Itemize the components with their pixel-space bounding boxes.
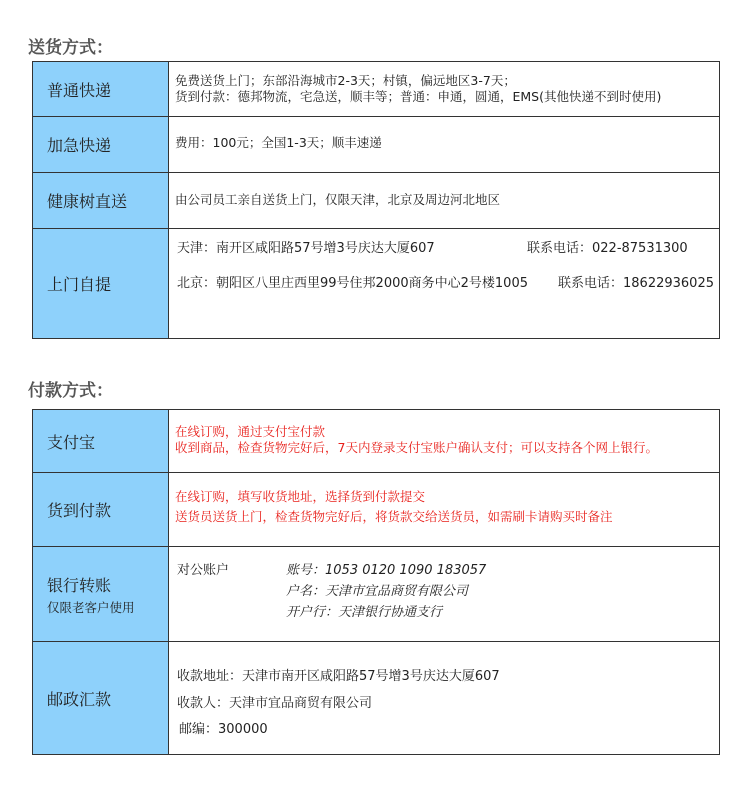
delivery-section-title: 送货方式：: [28, 38, 113, 58]
delivery-table: [32, 61, 720, 339]
payment-section-title: 付款方式：: [28, 381, 113, 401]
alipay-line-1: 在线订购，通过支付宝付款: [175, 424, 326, 439]
payment-table: [32, 409, 720, 755]
cod-line-1: 在线订购，填写收货地址，选择货到付款提交: [175, 489, 426, 504]
delivery-label-pickup: 上门自提: [33, 229, 169, 339]
table-row: [33, 410, 720, 473]
payment-label-postal: 邮政汇款: [33, 642, 169, 755]
delivery-direct-line-1: 由公司员工亲自送货上门，仅限天津，北京及周边河北地区: [175, 192, 501, 207]
alipay-line-2: 收到商品，检查货物完好后，7天内登录支付宝账户确认支付；可以支持各个网上银行。: [175, 440, 658, 455]
payment-content-bank: [169, 547, 720, 642]
payment-content-cod: [169, 473, 720, 547]
table-row: [33, 117, 720, 173]
payment-label-cod: 货到付款: [33, 473, 169, 547]
table-row: [33, 642, 720, 755]
delivery-label-standard: 普通快递: [33, 62, 169, 117]
delivery-express-line-1: 费用：100元；全国1-3天；顺丰速递: [175, 135, 382, 150]
table-row: [33, 229, 720, 339]
pickup-tianjin-phone: 联系电话：022-87531300: [527, 241, 688, 256]
delivery-content-standard: [169, 62, 720, 117]
bank-account-number: 账号：1053 0120 1090 183057: [286, 563, 487, 578]
postal-address: 收款地址：天津市南开区咸阳路57号增3号庆达大厦607: [177, 669, 500, 684]
table-row: [33, 473, 720, 547]
bank-account-name: 户名：天津市宜品商贸有限公司: [286, 584, 469, 599]
delivery-label-express: 加急快递: [33, 117, 169, 173]
delivery-standard-line-2: 货到付款：德邦物流，宅急送，顺丰等；普通：申通，圆通，EMS(其他快递不到时使用): [175, 89, 662, 104]
payment-content-postal: [169, 642, 720, 755]
pickup-beijing-phone: 联系电话：18622936025: [558, 276, 714, 291]
postal-payee: 收款人：天津市宜品商贸有限公司: [177, 696, 373, 711]
delivery-label-direct: 健康树直送: [33, 173, 169, 229]
bank-label-main: 银行转账: [47, 575, 112, 595]
bank-label-sub: 仅限老客户使用: [47, 599, 135, 615]
table-row: [33, 62, 720, 117]
delivery-content-pickup: [169, 229, 720, 339]
delivery-content-express: [169, 117, 720, 173]
postal-postcode: 邮编：300000: [179, 722, 268, 737]
bank-branch: 开户行：天津银行协通支行: [286, 605, 443, 620]
bank-account-type: 对公账户: [177, 563, 230, 578]
payment-content-alipay: [169, 410, 720, 473]
cod-line-2: 送货员送货上门，检查货物完好后，将货款交给送货员，如需刷卡请购买时备注: [175, 509, 613, 524]
delivery-content-direct: [169, 173, 720, 229]
payment-label-bank: [33, 547, 169, 642]
pickup-tianjin-address: 天津：南开区咸阳路57号增3号庆达大厦607: [177, 241, 435, 256]
table-row: [33, 173, 720, 229]
delivery-standard-line-1: 免费送货上门；东部沿海城市2-3天；村镇，偏远地区3-7天；: [175, 73, 516, 88]
pickup-beijing-address: 北京：朝阳区八里庄西里99号住邦2000商务中心2号楼1005: [177, 276, 528, 291]
payment-label-alipay: 支付宝: [33, 410, 169, 473]
table-row: [33, 547, 720, 642]
